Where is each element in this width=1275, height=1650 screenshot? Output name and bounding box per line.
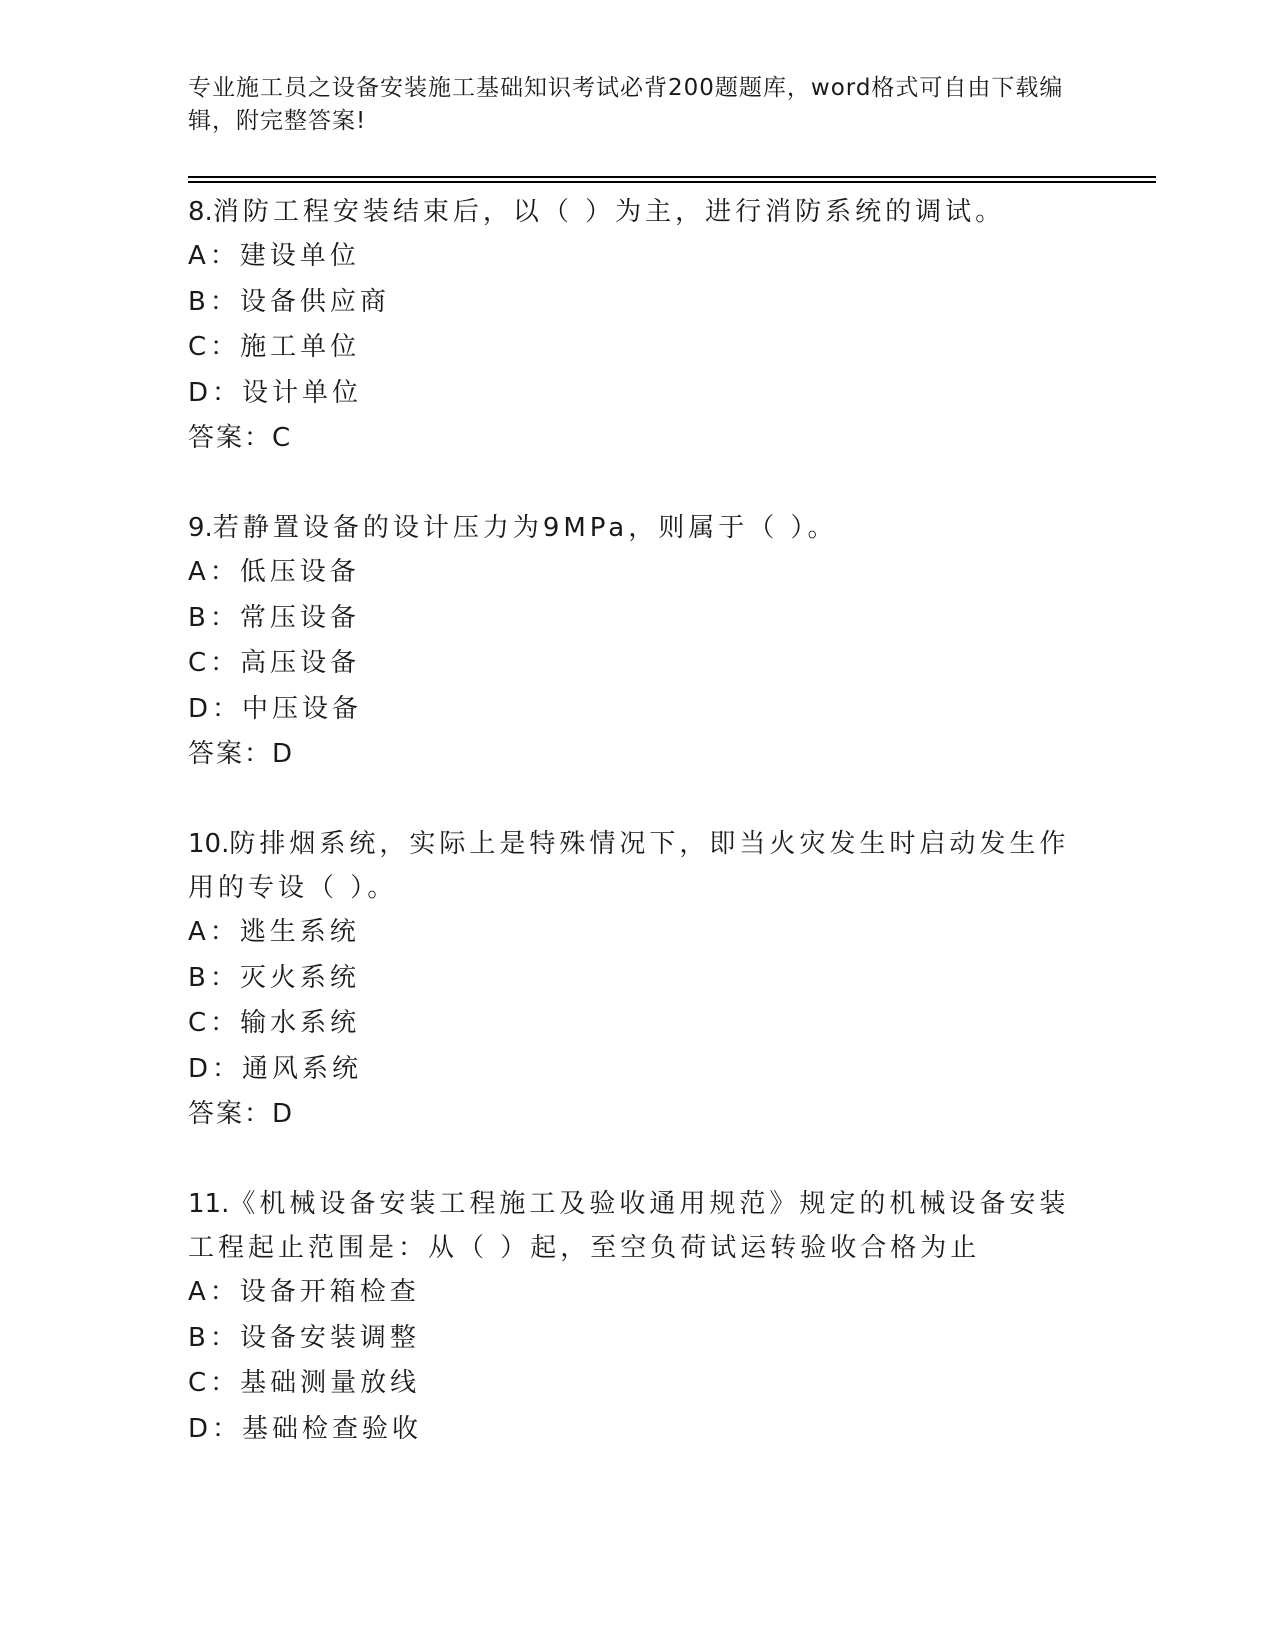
option-c — [188, 1361, 1088, 1407]
option-d — [188, 1047, 1088, 1093]
answer-value: C — [272, 423, 291, 453]
option-key: D： — [188, 377, 243, 408]
option-text: 建设单位 — [239, 241, 360, 271]
option-text: 中压设备 — [242, 693, 363, 724]
option-text: 常压设备 — [239, 602, 360, 633]
question-list — [188, 190, 1088, 1498]
question-stem — [188, 506, 1088, 550]
option-b — [188, 1316, 1088, 1362]
option-text: 设备安装调整 — [239, 1322, 420, 1353]
question-text: 防排烟系统，实际上是特殊情况下，即当火灾发生时启动发生作用的专设（ ）。 — [188, 829, 1070, 903]
answer-line — [188, 1092, 1088, 1136]
option-c — [188, 641, 1088, 687]
answer-line — [188, 732, 1088, 776]
option-text: 设备开箱检查 — [239, 1277, 420, 1307]
question-item — [188, 1182, 1088, 1452]
question-stem — [188, 190, 1088, 234]
option-b — [188, 280, 1088, 326]
option-text: 设计单位 — [242, 377, 363, 408]
option-text: 低压设备 — [239, 557, 360, 587]
option-c — [188, 325, 1088, 371]
option-text: 输水系统 — [240, 1008, 361, 1038]
option-b — [188, 956, 1088, 1002]
question-item — [188, 822, 1088, 1136]
option-text: 基础检查验收 — [242, 1413, 423, 1444]
option-text: 灭火系统 — [239, 962, 360, 993]
answer-label: 答案： — [188, 423, 273, 453]
answer-label: 答案： — [188, 1099, 273, 1129]
option-key: B： — [188, 1322, 240, 1353]
option-key: C： — [188, 1368, 241, 1398]
option-key: B： — [188, 962, 240, 993]
option-key: C： — [188, 332, 241, 362]
option-text: 逃生系统 — [239, 917, 360, 947]
header-divider-bottom — [188, 181, 1156, 183]
question-item — [188, 506, 1088, 776]
option-c — [188, 1001, 1088, 1047]
option-key: B： — [188, 286, 240, 317]
document-title: 专业施工员之设备安装施工基础知识考试必背200题题库，word格式可自由下载编辑，附完整答案! — [188, 75, 1064, 134]
option-key: B： — [188, 602, 240, 633]
option-d — [188, 371, 1088, 417]
option-b — [188, 596, 1088, 642]
option-text: 高压设备 — [240, 648, 361, 678]
answer-label: 答案： — [188, 739, 273, 769]
option-a — [188, 550, 1088, 596]
question-number: 8. — [188, 197, 213, 227]
option-a — [188, 234, 1088, 280]
question-number: 10. — [188, 829, 230, 859]
option-d — [188, 687, 1088, 733]
question-text: 若静置设备的设计压力为9MPa，则属于（ ）。 — [212, 513, 838, 543]
document-header — [188, 72, 1068, 138]
option-key: A： — [188, 1277, 240, 1307]
option-key: D： — [188, 693, 243, 724]
header-divider-top — [188, 176, 1156, 178]
answer-value: D — [272, 1099, 293, 1129]
option-key: C： — [188, 648, 241, 678]
option-text: 设备供应商 — [239, 286, 390, 317]
question-item — [188, 190, 1088, 460]
question-number: 11. — [188, 1189, 230, 1219]
question-stem — [188, 822, 1088, 910]
option-key: A： — [188, 241, 240, 271]
option-key: C： — [188, 1008, 241, 1038]
question-number: 9. — [188, 513, 213, 543]
option-text: 基础测量放线 — [240, 1368, 421, 1398]
option-key: A： — [188, 557, 240, 587]
option-text: 施工单位 — [240, 332, 361, 362]
option-key: A： — [188, 917, 240, 947]
answer-line — [188, 416, 1088, 460]
option-a — [188, 1270, 1088, 1316]
option-a — [188, 910, 1088, 956]
option-key: D： — [188, 1053, 243, 1084]
question-text: 消防工程安装结束后，以（ ）为主，进行消防系统的调试。 — [212, 197, 1006, 227]
option-d — [188, 1407, 1088, 1453]
question-text: 《机械设备安装工程施工及验收通用规范》规定的机械设备安装工程起止范围是：从（ ）起，至空负荷试运转验收合格为止 — [188, 1189, 1070, 1263]
option-key: D： — [188, 1413, 243, 1444]
option-text: 通风系统 — [242, 1053, 363, 1084]
answer-value: D — [272, 739, 293, 769]
question-stem — [188, 1182, 1088, 1270]
